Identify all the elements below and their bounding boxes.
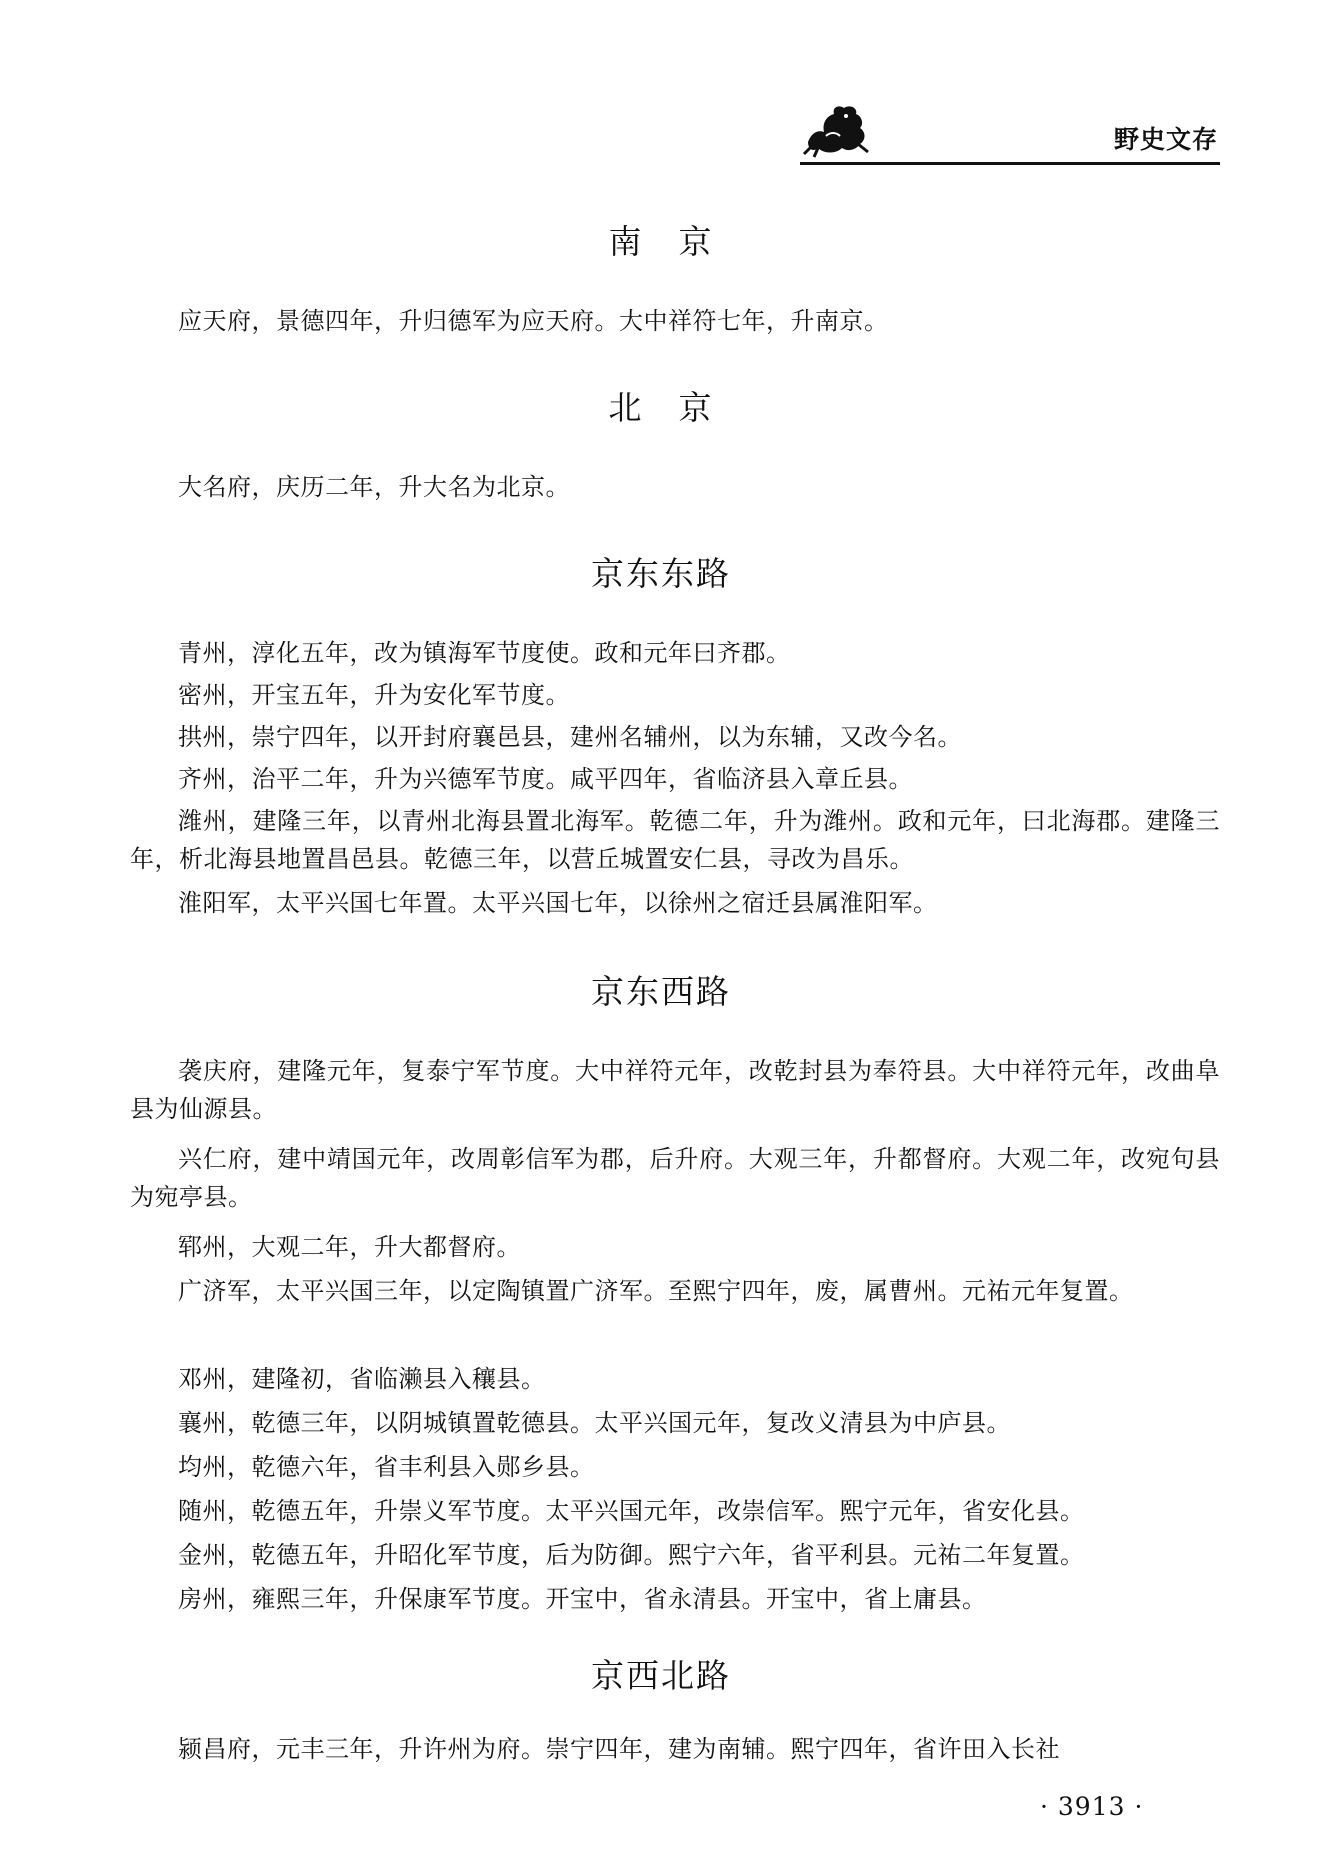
entry-paragraph: 拱州，崇宁四年，以开封府襄邑县，建州名辅州，以为东辅，又改今名。 <box>178 723 962 751</box>
section-heading: 京东东路 <box>591 554 731 593</box>
entry-paragraph: 房州，雍熙三年，升保康军节度。开宝中，省永清县。开宝中，省上庸县。 <box>178 1585 987 1613</box>
entry-paragraph: 潍州，建隆三年，以青州北海县置北海军。乾德二年，升为潍州。政和元年，曰北海郡。建隆三年，析北海县地置昌邑县。乾德三年，以营丘城置安仁县，寻改为昌乐。 <box>130 807 1220 873</box>
dragon-logo-icon <box>802 102 870 158</box>
section-heading: 京东西路 <box>591 972 731 1011</box>
entry-paragraph: 颍昌府，元丰三年，升许州为府。崇宁四年，建为南辅。熙宁四年，省许田入长社 <box>178 1735 1060 1763</box>
entry-paragraph: 袭庆府，建隆元年，复泰宁军节度。大中祥符元年，改乾封县为奉符县。大中祥符元年，改曲阜县为仙源县。 <box>130 1057 1220 1123</box>
header-title: 野史文存 <box>1113 125 1218 154</box>
page-number: · 3913 · <box>1040 1792 1144 1821</box>
running-header <box>800 96 1220 166</box>
entry-paragraph: 郓州，大观二年，升大都督府。 <box>178 1233 521 1261</box>
entry-paragraph: 兴仁府，建中靖国元年，改周彰信军为郡，后升府。大观三年，升都督府。大观二年，改宛句县为宛亭县。 <box>130 1145 1220 1211</box>
section-heading: 京西北路 <box>591 1656 731 1695</box>
header-divider <box>800 162 1220 165</box>
entry-paragraph: 应天府，景德四年，升归德军为应天府。大中祥符七年，升南京。 <box>178 307 889 335</box>
entry-paragraph: 大名府，庆历二年，升大名为北京。 <box>178 473 570 501</box>
entry-paragraph: 襄州，乾德三年，以阴城镇置乾德县。太平兴国元年，复改义清县为中庐县。 <box>178 1409 1011 1437</box>
entry-paragraph: 邓州，建隆初，省临濑县入穰县。 <box>178 1365 546 1393</box>
entry-paragraph: 均州，乾德六年，省丰利县入郧乡县。 <box>178 1453 595 1481</box>
entry-paragraph: 随州，乾德五年，升崇义军节度。太平兴国元年，改崇信军。熙宁元年，省安化县。 <box>178 1497 1085 1525</box>
entry-paragraph: 淮阳军，太平兴国七年置。太平兴国七年，以徐州之宿迁县属淮阳军。 <box>178 889 938 917</box>
entry-paragraph: 密州，开宝五年，升为安化军节度。 <box>178 681 570 709</box>
entry-paragraph: 广济军，太平兴国三年，以定陶镇置广济军。至熙宁四年，废，属曹州。元祐元年复置。 <box>178 1277 1134 1305</box>
entry-paragraph: 金州，乾德五年，升昭化军节度，后为防御。熙宁六年，省平利县。元祐二年复置。 <box>178 1541 1085 1569</box>
entry-paragraph: 青州，淳化五年，改为镇海军节度使。政和元年曰齐郡。 <box>178 639 791 667</box>
section-heading: 北 京 <box>608 388 714 427</box>
section-heading: 南 京 <box>608 222 714 261</box>
entry-paragraph: 齐州，治平二年，升为兴德军节度。咸平四年，省临济县入章丘县。 <box>178 765 913 793</box>
